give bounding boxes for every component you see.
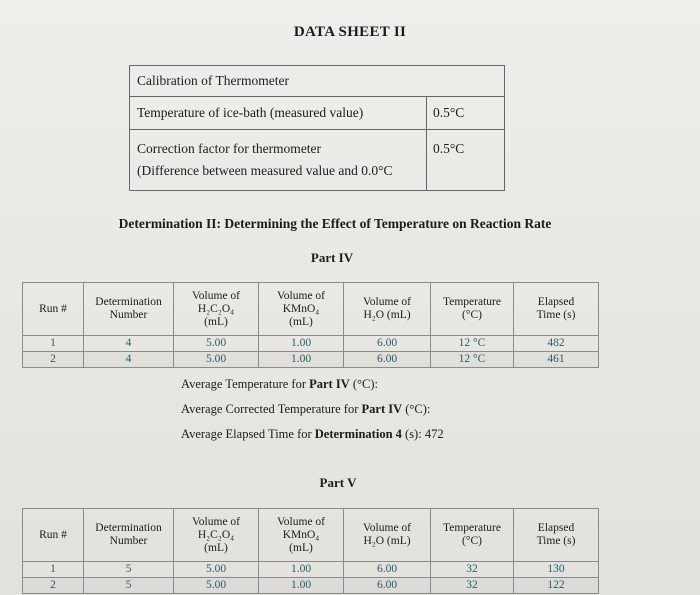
correction-label-line-1: Correction factor for thermometer [137, 141, 322, 156]
cell-km: 1.00 [259, 562, 344, 578]
col-determination: Determination Number [84, 509, 174, 562]
col-run: Run # [23, 509, 84, 562]
cell-det: 5 [84, 578, 174, 594]
avg-corrected-temperature-line: Average Corrected Temperature for Part IV (°C): [181, 402, 431, 416]
cell-run: 1 [23, 562, 84, 578]
part-iv-table [22, 282, 599, 368]
col-elapsed-time: Elapsed Time (s) [514, 283, 599, 336]
cell-ox: 5.00 [174, 562, 259, 578]
cell-time: 122 [514, 578, 599, 594]
col-oxalic: Volume of H₂C₂O₄ (mL) [174, 509, 259, 562]
avg-elapsed-time-line: Average Elapsed Time for Determination 4 (s): 472 [181, 427, 444, 441]
cell-run: 2 [23, 352, 84, 368]
cell-ox: 5.00 [174, 578, 259, 594]
cell-det: 4 [84, 336, 174, 352]
part-iv-title: Part IV [310, 250, 354, 265]
part-v-table [22, 508, 599, 594]
col-temperature: Temperature (°C) [431, 509, 514, 562]
calibration-heading: Calibration of Thermometer [130, 66, 505, 97]
col-kmno4: Volume of KMnO₄ (mL) [259, 509, 344, 562]
cell-run: 1 [23, 336, 84, 352]
cell-h2o: 6.00 [344, 352, 431, 368]
cell-time: 130 [514, 562, 599, 578]
col-kmno4: Volume of KMnO₄ (mL) [259, 283, 344, 336]
cell-h2o: 6.00 [344, 562, 431, 578]
ice-bath-value: 0.5°C [427, 97, 505, 130]
ice-bath-label: Temperature of ice-bath (measured value) [130, 97, 427, 130]
table-row [23, 578, 599, 594]
cell-h2o: 6.00 [344, 336, 431, 352]
cell-ox: 5.00 [174, 352, 259, 368]
cell-ox: 5.00 [174, 336, 259, 352]
cell-km: 1.00 [259, 578, 344, 594]
cell-time: 482 [514, 336, 599, 352]
cell-temp: 32 [431, 578, 514, 594]
cell-det: 4 [84, 352, 174, 368]
col-temperature: Temperature (°C) [431, 283, 514, 336]
col-oxalic: Volume of H₂C₂O₄ (mL) [174, 283, 259, 336]
table-row [23, 352, 599, 368]
cell-temp: 12 °C [431, 336, 514, 352]
cell-temp: 32 [431, 562, 514, 578]
col-determination: Determination Number [84, 283, 174, 336]
correction-label-line-2: (Difference between measured value and 0.0°C [137, 163, 393, 178]
correction-label [130, 130, 427, 191]
cell-temp: 12 °C [431, 352, 514, 368]
cell-det: 5 [84, 562, 174, 578]
cell-run: 2 [23, 578, 84, 594]
cell-time: 461 [514, 352, 599, 368]
determination-heading: Determination II: Determining the Effect of Temperature on Reaction Rate [118, 216, 552, 231]
avg-temperature-line: Average Temperature for Part IV (°C): [181, 377, 378, 391]
col-run: Run # [23, 283, 84, 336]
col-elapsed-time: Elapsed Time (s) [514, 509, 599, 562]
table-row [23, 562, 599, 578]
col-water: Volume of H₂O (mL) [344, 509, 431, 562]
cell-h2o: 6.00 [344, 578, 431, 594]
col-water: Volume of H₂O (mL) [344, 283, 431, 336]
correction-value: 0.5°C [427, 130, 505, 191]
page-title: DATA SHEET II [293, 24, 407, 40]
cell-km: 1.00 [259, 336, 344, 352]
cell-km: 1.00 [259, 352, 344, 368]
calibration-table [129, 65, 505, 191]
part-v-title: Part V [319, 475, 357, 490]
table-row [23, 336, 599, 352]
